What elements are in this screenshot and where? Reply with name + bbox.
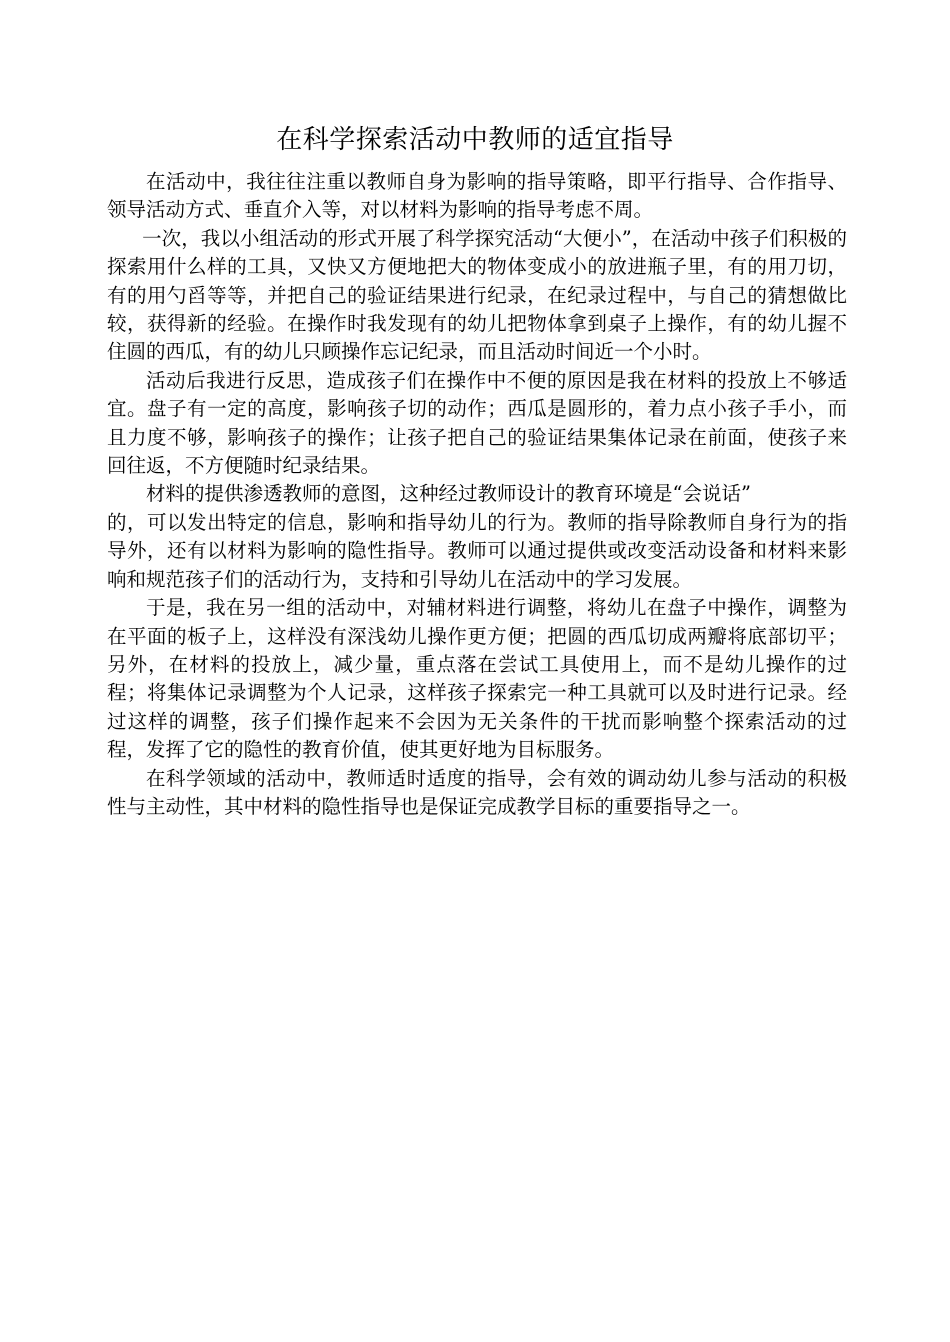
- paragraph-4-continued: 的，可以发出特定的信息，影响和指导幼儿的行为。教师的指导除教师自身行为的指导外，还有以材料为影响的隐性指导。教师可以通过提供或改变活动设备和材料来影响和规范孩子们的活动行为，支持和引导幼儿在活动中的学习发展。: [107, 510, 847, 591]
- paragraph-6: 在科学领域的活动中，教师适时适度的指导，会有效的调动幼儿参与活动的积极性与主动性，其中材料的隐性指导也是保证完成教学目标的重要指导之一。: [107, 766, 847, 818]
- paragraph-3: 活动后我进行反思，造成孩子们在操作中不便的原因是我在材料的投放上不够适宜。盘子有一定的高度，影响孩子切的动作；西瓜是圆形的，着力点小孩子手小，而且力度不够，影响孩子的操作；让孩子把自己的验证结果集体记录在前面，使孩子来回往返，不方便随时纪录结果。: [107, 368, 847, 478]
- paragraph-1: 在活动中，我往往注重以教师自身为影响的指导策略，即平行指导、合作指导、领导活动方式、垂直介入等，对以材料为影响的指导考虑不周。: [107, 170, 847, 222]
- document-title: 在科学探索活动中教师的适宜指导: [276, 125, 674, 155]
- document-body: [107, 168, 847, 821]
- paragraph-2: 一次，我以小组活动的形式开展了科学探究活动“大便小”，在活动中孩子们积极的探索用什么样的工具，又快又方便地把大的物体变成小的放进瓶子里，有的用刀切，有的用勺舀等等，并把自己的验证结果进行纪录，在纪录过程中，与自己的猜想做比较，获得新的经验。在操作时我发现有的幼儿把物体拿到桌子上操作，有的幼儿握不住圆的西瓜，有的幼儿只顾操作忘记纪录，而且活动时间近一个小时。: [107, 226, 847, 364]
- paragraph-4: 材料的提供渗透教师的意图，这种经过教师设计的教育环境是“会说话”: [146, 482, 751, 506]
- paragraph-5: 于是，我在另一组的活动中，对辅材料进行调整，将幼儿在盘子中操作，调整为在平面的板子上，这样没有深浅幼儿操作更方便；把圆的西瓜切成两瓣将底部切平；另外，在材料的投放上，减少量，重点落在尝试工具使用上，而不是幼儿操作的过程；将集体记录调整为个人记录，这样孩子探索完一种工具就可以及时进行记录。经过这样的调整，孩子们操作起来不会因为无关条件的干扰而影响整个探索活动的过程，发挥了它的隐性的教育价值，使其更好地为目标服务。: [107, 596, 847, 762]
